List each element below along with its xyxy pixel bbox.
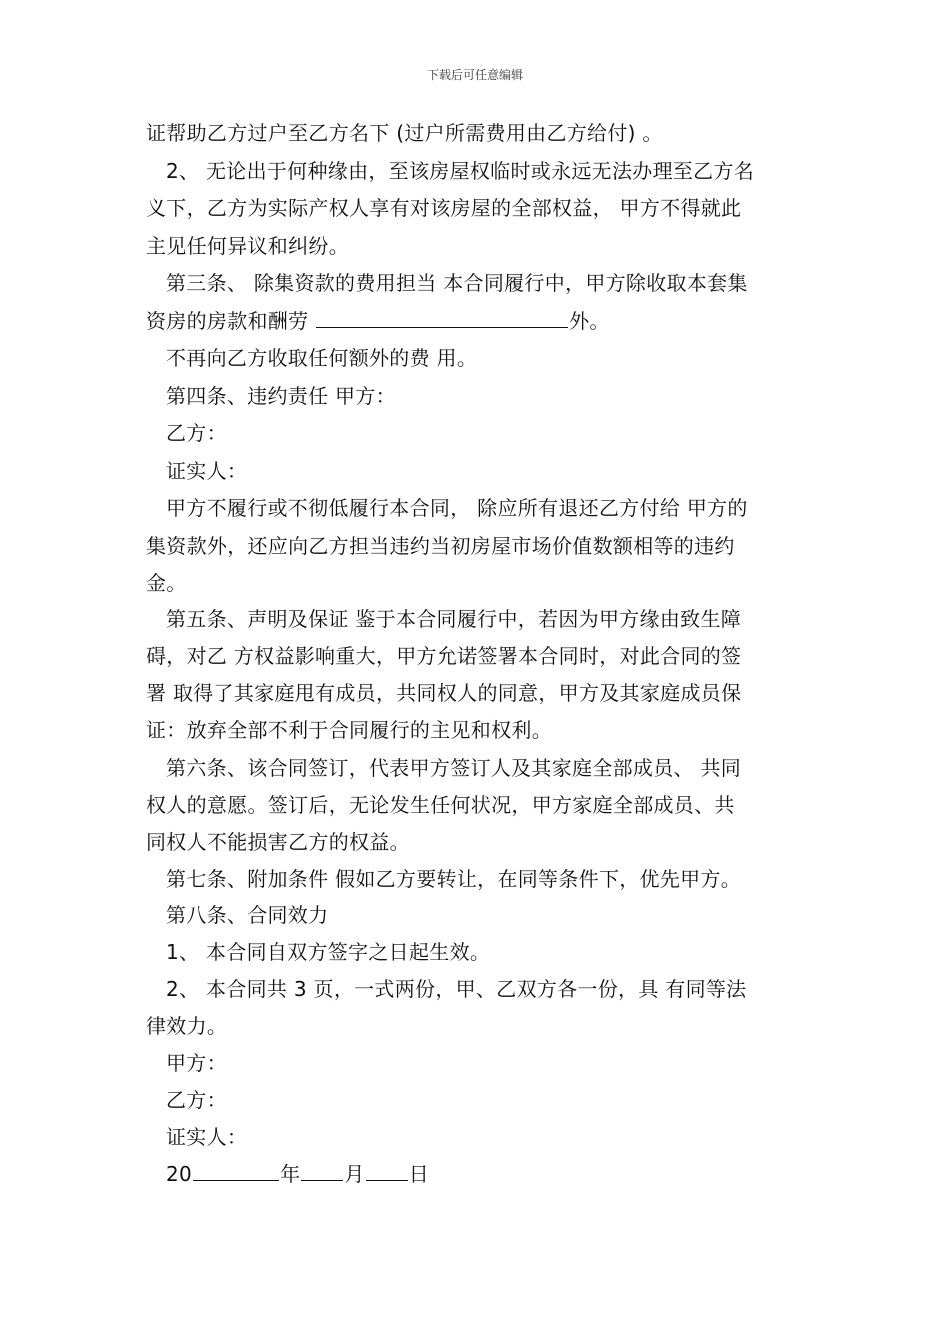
text-line: 第六条、该合同签订，代表甲方签订人及其家庭全部成员、 共同 — [166, 756, 742, 780]
text-line: 证帮助乙方过户至乙方名下 (过户所需费用由乙方给付) 。 — [146, 121, 663, 145]
month-blank — [301, 1162, 343, 1181]
text-line: 义下，乙方为实际产权人享有对该房屋的全部权益， 甲方不得就此 — [146, 196, 742, 220]
date-month-label: 月 — [344, 1162, 365, 1186]
text-line: 碍，对乙 方权益影响重大，甲方允诺签署本合同时，对此合同的签 — [146, 644, 742, 668]
text-line: 第七条、附加条件 假如乙方要转让，在同等条件下，优先甲方。 — [166, 867, 742, 891]
date-year-label: 年 — [280, 1162, 301, 1186]
text-line: 第五条、声明及保证 鉴于本合同履行中，若因为甲方缘由致生障 — [166, 607, 742, 631]
year-blank — [193, 1162, 279, 1181]
text-line: 主见任何异议和纠纷。 — [146, 234, 349, 258]
text-line: 金。 — [146, 571, 187, 595]
text-line: 署 取得了其家庭甩有成员，共同权人的同意，甲方及其家庭成员保 — [146, 681, 742, 705]
text-line: 不再向乙方收取任何额外的费 用。 — [166, 346, 478, 370]
text-line: 证实人： — [166, 459, 248, 483]
date-line — [166, 1161, 836, 1187]
fill-blank — [316, 309, 568, 328]
text-line: 乙方： — [166, 421, 227, 445]
text-line: 2、 本合同共 3 页，一式两份，甲、乙双方各一份，具 有同等法 — [166, 977, 747, 1001]
text-line: 证实人： — [166, 1125, 248, 1149]
text-line: 1、 本合同自双方签字之日起生效。 — [166, 940, 491, 964]
text-line: 第三条、 除集资款的费用担当 本合同履行中，甲方除收取本套集 — [166, 271, 748, 295]
text-line: 乙方： — [166, 1088, 227, 1112]
text-segment: 资房的房款和酬劳 — [146, 309, 309, 333]
date-prefix: 20 — [166, 1162, 193, 1186]
text-line: 律效力。 — [146, 1014, 228, 1038]
text-line: 第四条、违约责任 甲方： — [166, 384, 396, 408]
text-line: 证：放弃全部不利于合同履行的主见和权利。 — [146, 718, 552, 742]
page-header-note: 下载后可任意编辑 — [426, 68, 523, 82]
text-line: 同权人不能损害乙方的权益。 — [146, 830, 410, 854]
day-blank — [366, 1162, 408, 1181]
date-day-label: 日 — [408, 1162, 429, 1186]
text-line: 权人的意愿。签订后，无论发生任何状况，甲方家庭全部成员、共 — [146, 793, 735, 817]
text-segment: 外。 — [569, 309, 610, 333]
text-line: 甲方： — [166, 1051, 227, 1075]
text-line: 2、 无论出于何种缘由，至该房屋权临时或永远无法办理至乙方名 — [166, 159, 755, 183]
text-line: 第八条、合同效力 — [166, 903, 329, 927]
text-line-with-blank — [146, 308, 816, 334]
text-line: 甲方不履行或不彻低履行本合同， 除应所有退还乙方付给 甲方的 — [166, 496, 748, 520]
text-line: 集资款外，还应向乙方担当违约当初房屋市场价值数额相等的违约 — [146, 534, 735, 558]
